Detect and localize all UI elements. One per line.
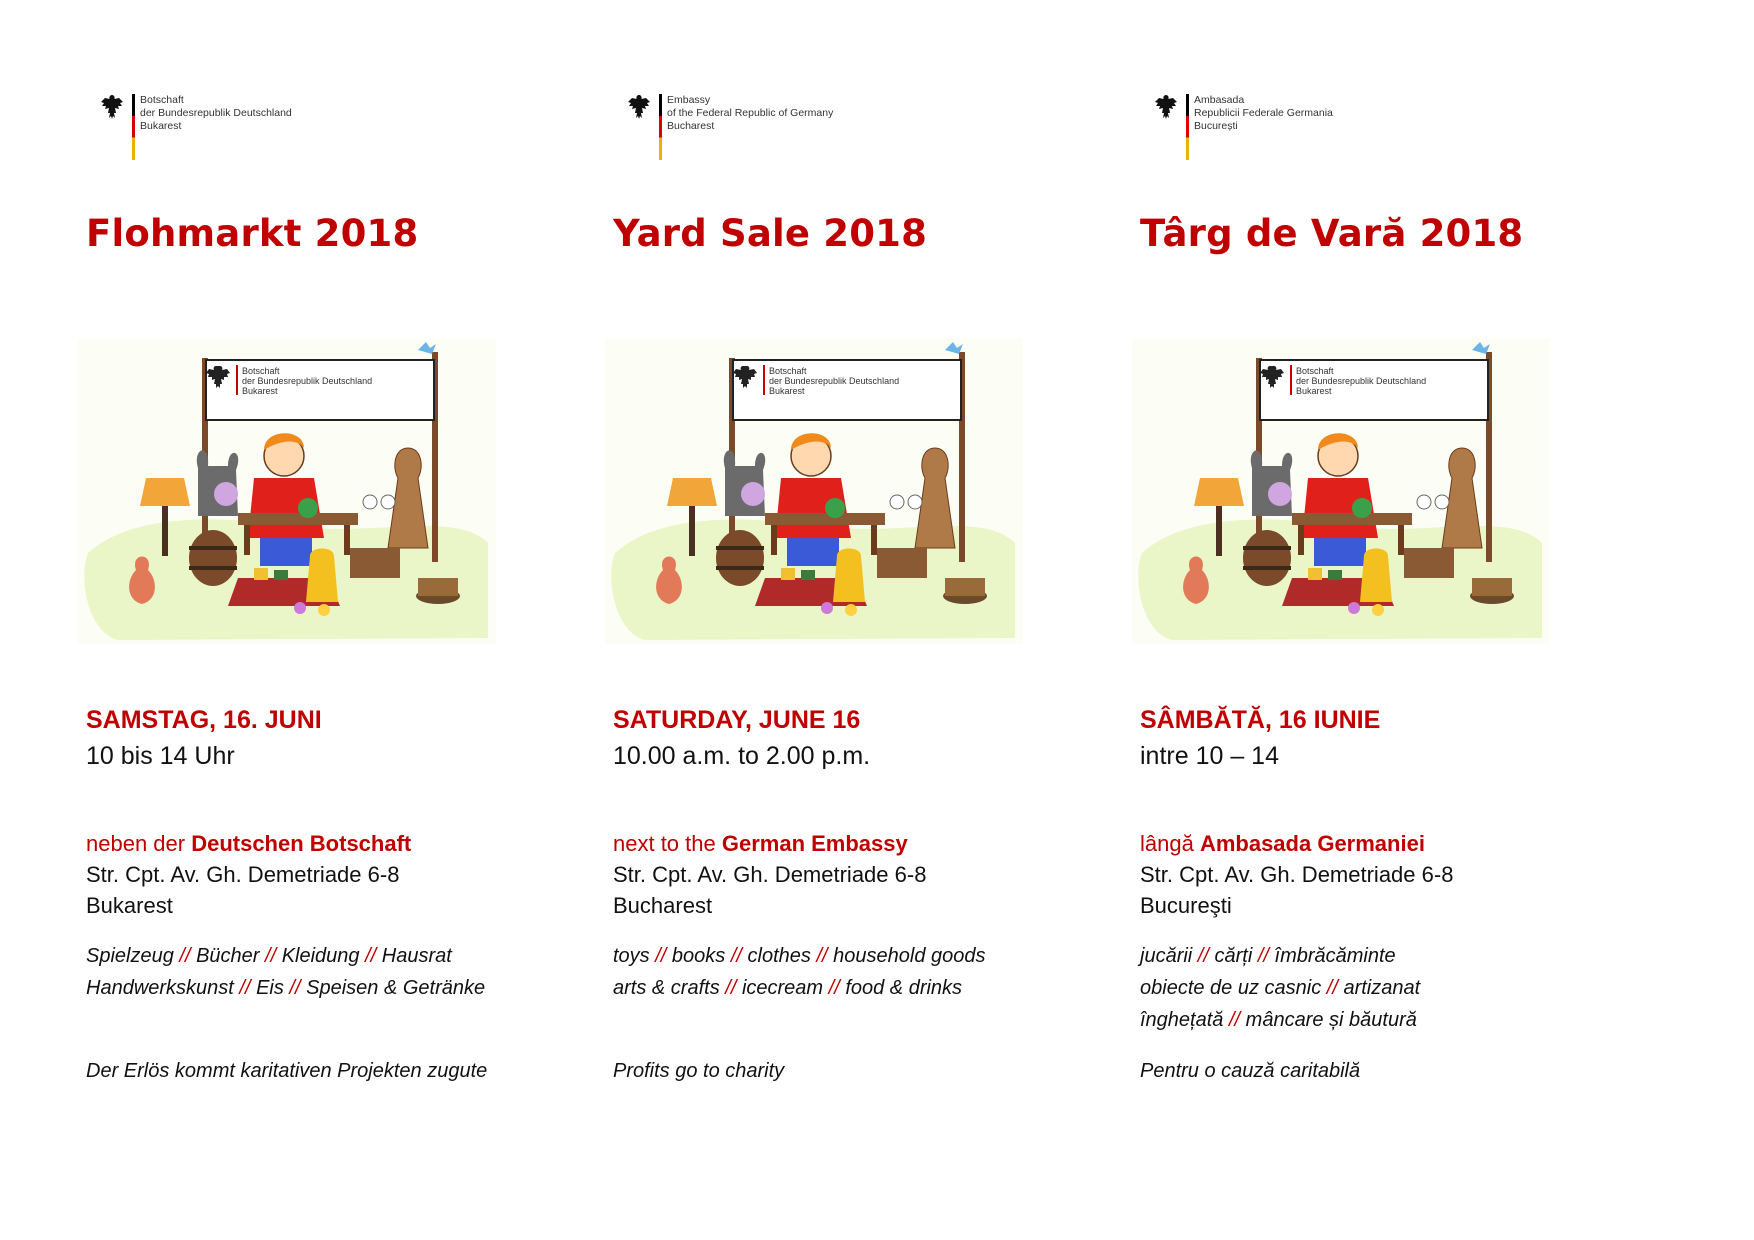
event-location	[86, 828, 411, 921]
event-date: SATURDAY, JUNE 16	[613, 706, 861, 734]
logo-line-1: Embassy	[667, 94, 711, 106]
embassy-logo	[1154, 94, 1454, 160]
items-list	[86, 940, 485, 1004]
location-street: Str. Cpt. Av. Gh. Demetriade 6-8	[613, 862, 927, 887]
embassy-logo	[100, 94, 400, 160]
flag-stripe	[1186, 94, 1189, 160]
yard-sale-illustration	[605, 338, 1023, 644]
event-title: Flohmarkt 2018	[86, 212, 419, 255]
logo-line-2: der Bundesrepublik Deutschland	[140, 107, 292, 119]
sign-line-3: Bukarest	[242, 386, 278, 396]
event-date: SÂMBĂTĂ, 16 IUNIE	[1140, 706, 1381, 734]
items-line	[613, 940, 986, 972]
items-line	[86, 940, 485, 972]
items-line	[1140, 940, 1420, 972]
sign-line-1: Botschaft	[1296, 366, 1334, 376]
location-prefix: neben der	[86, 831, 192, 856]
location-place: Deutschen Botschaft	[191, 831, 412, 856]
logo-text	[140, 94, 292, 133]
footer-note: Der Erlös kommt karitativen Projekten zugute	[86, 1060, 488, 1082]
sign-line-3: Bukarest	[769, 386, 805, 396]
item: Eis	[256, 977, 284, 999]
federal-eagle-icon	[627, 94, 651, 120]
location-city: Bukarest	[86, 893, 173, 918]
item: clothes	[747, 945, 811, 967]
items-list	[613, 940, 986, 1004]
separator: //	[1223, 1009, 1246, 1031]
event-location	[1140, 828, 1453, 921]
item: household goods	[833, 945, 986, 967]
separator: //	[1321, 977, 1344, 999]
item: artizanat	[1343, 977, 1421, 999]
separator: //	[173, 945, 197, 967]
separator: //	[719, 977, 742, 999]
location-street: Str. Cpt. Av. Gh. Demetriade 6-8	[86, 862, 400, 887]
item: arts & crafts	[613, 977, 720, 999]
separator: //	[823, 977, 846, 999]
separator: //	[359, 945, 382, 967]
item: Hausrat	[381, 945, 452, 967]
logo-line-1: Ambasada	[1194, 94, 1245, 106]
yard-sale-illustration	[1132, 338, 1550, 644]
flyer-column	[613, 0, 1083, 1240]
logo-line-2: Republicii Federale Germania	[1194, 107, 1333, 119]
items-list	[1140, 940, 1420, 1036]
flyer-column	[1140, 0, 1610, 1240]
separator: //	[1192, 945, 1215, 967]
item: jucării	[1140, 945, 1193, 967]
item: Kleidung	[281, 945, 360, 967]
item: mâncare și băutură	[1245, 1009, 1417, 1031]
location-city: Bucharest	[613, 893, 713, 918]
event-date: SAMSTAG, 16. JUNI	[86, 706, 322, 734]
embassy-logo	[627, 94, 927, 160]
separator: //	[233, 977, 257, 999]
item: Bücher	[196, 945, 260, 967]
event-title: Târg de Vară 2018	[1140, 212, 1524, 255]
location-prefix: lângă	[1140, 831, 1200, 856]
flag-stripe	[659, 94, 662, 160]
item: îmbrăcăminte	[1274, 945, 1396, 967]
sign-line-3: Bukarest	[1296, 386, 1332, 396]
item: food & drinks	[845, 977, 963, 999]
footer-note: Profits go to charity	[613, 1060, 785, 1082]
logo-line-3: București	[1194, 120, 1238, 132]
sign-line-2: der Bundesrepublik Deutschland	[769, 376, 900, 386]
event-hours: 10.00 a.m. to 2.00 p.m.	[613, 742, 871, 770]
item: înghețată	[1140, 1009, 1224, 1031]
location-place: German Embassy	[721, 831, 908, 856]
location-place: Ambasada Germaniei	[1199, 831, 1425, 856]
sign-line-2: der Bundesrepublik Deutschland	[242, 376, 373, 386]
item: cărți	[1214, 945, 1253, 967]
sign-line-1: Botschaft	[242, 366, 280, 376]
federal-eagle-icon	[1154, 94, 1178, 120]
yard-sale-illustration	[78, 338, 496, 644]
flyer-column	[86, 0, 556, 1240]
event-location	[613, 828, 926, 921]
event-title: Yard Sale 2018	[613, 212, 928, 255]
logo-line-3: Bukarest	[140, 120, 182, 132]
event-hours: 10 bis 14 Uhr	[86, 742, 235, 770]
logo-text	[1194, 94, 1333, 133]
federal-eagle-icon	[100, 94, 124, 120]
separator: //	[725, 945, 748, 967]
item: Speisen & Getränke	[306, 977, 486, 999]
logo-line-2: of the Federal Republic of Germany	[667, 107, 834, 119]
separator: //	[1252, 945, 1275, 967]
logo-line-3: Bucharest	[667, 120, 715, 132]
item: obiecte de uz casnic	[1140, 977, 1322, 999]
location-street: Str. Cpt. Av. Gh. Demetriade 6-8	[1140, 862, 1454, 887]
separator: //	[810, 945, 834, 967]
separator: //	[259, 945, 282, 967]
items-line	[1140, 972, 1420, 1004]
items-line	[1140, 1004, 1420, 1036]
separator: //	[283, 977, 307, 999]
flag-stripe	[132, 94, 135, 160]
items-line	[86, 972, 485, 1004]
sign-line-1: Botschaft	[769, 366, 807, 376]
item: books	[671, 945, 726, 967]
footer-note: Pentru o cauză caritabilă	[1140, 1060, 1361, 1082]
item: Handwerkskunst	[86, 977, 234, 999]
location-prefix: next to the	[613, 831, 722, 856]
item: Spielzeug	[86, 945, 174, 967]
event-hours: intre 10 – 14	[1140, 742, 1279, 770]
separator: //	[649, 945, 672, 967]
logo-text	[667, 94, 833, 133]
sign-line-2: der Bundesrepublik Deutschland	[1296, 376, 1427, 386]
items-line	[613, 972, 986, 1004]
location-city: Bucureşti	[1140, 893, 1232, 918]
logo-line-1: Botschaft	[140, 94, 184, 106]
item: icecream	[741, 977, 824, 999]
item: toys	[613, 945, 650, 967]
